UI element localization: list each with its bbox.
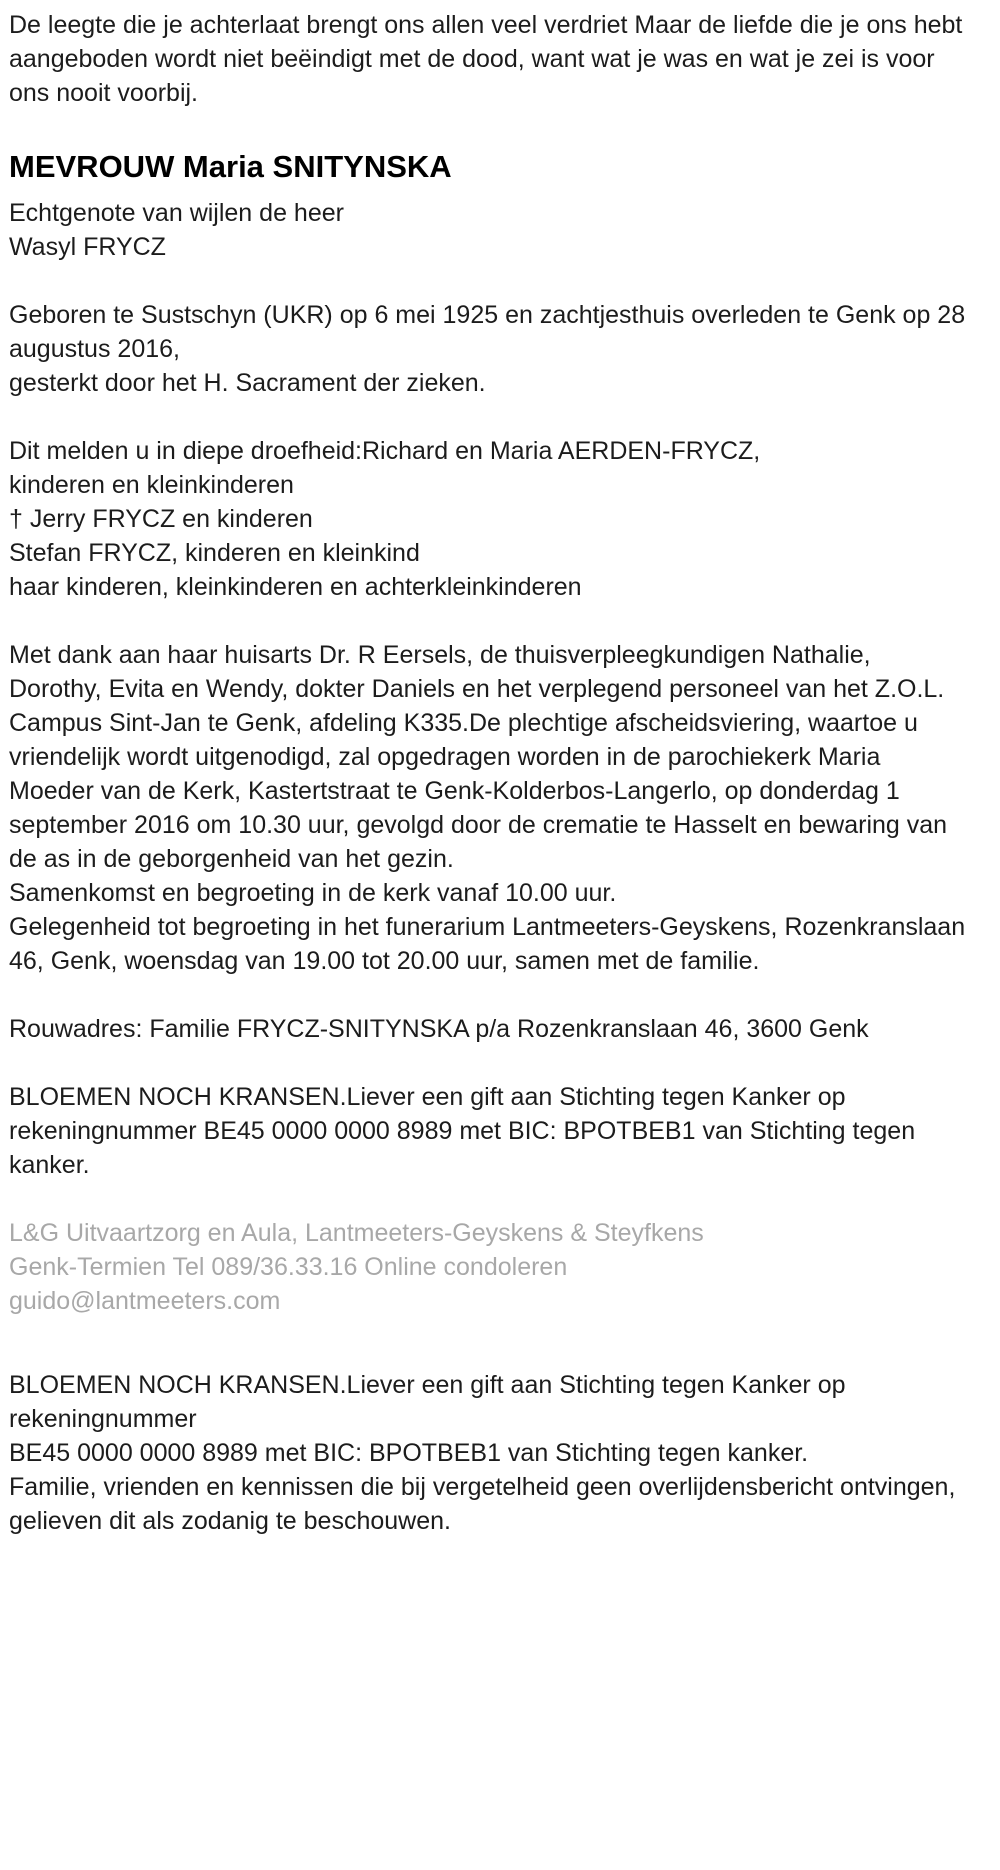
birth-death-line: gesterkt door het H. Sacrament der zieken. [9, 369, 486, 397]
mourning-address: Rouwadres: Familie FRYCZ-SNITYNSKA p/a Rozenkranslaan 46, 3600 Genk [9, 1015, 869, 1043]
birth-death-line: Geboren te Sustschyn (UKR) op 6 mei 1925 en zachtjesthuis overleden te Genk op 28 augustus 2016, [9, 301, 966, 363]
service-line: Gelegenheid tot begroeting in het funerarium Lantmeeters-Geyskens, Rozenkranslaan 46, Genk, woensdag van 19.00 tot 20.00 uur, samen met de familie. [9, 913, 966, 975]
closing-line: BLOEMEN NOCH KRANSEN.Liever een gift aan Stichting tegen Kanker op rekeningnummer [9, 1371, 846, 1433]
birth-death-paragraph [9, 298, 968, 400]
relation-block [9, 196, 968, 264]
relation-line: Wasyl FRYCZ [9, 233, 166, 261]
deceased-name-heading: MEVROUW Maria SNITYNSKA [9, 149, 452, 184]
donation-paragraph: BLOEMEN NOCH KRANSEN.Liever een gift aan Stichting tegen Kanker op rekeningnummer BE45 0000 0000 8989 met BIC: BPOTBEB1 van Stichting tegen kanker. [9, 1083, 916, 1179]
family-line: Stefan FRYCZ, kinderen en kleinkind [9, 539, 420, 567]
closing-paragraph [9, 1368, 968, 1538]
funeral-home-email: guido@lantmeeters.com [9, 1287, 281, 1315]
funeral-home-info [9, 1216, 968, 1318]
closing-line: BE45 0000 0000 8989 met BIC: BPOTBEB1 van Stichting tegen kanker. [9, 1439, 809, 1467]
family-line: Dit melden u in diepe droefheid:Richard en Maria AERDEN-FRYCZ, [9, 437, 761, 465]
service-paragraph [9, 638, 968, 978]
family-line: kinderen en kleinkinderen [9, 471, 294, 499]
closing-line: Familie, vrienden en kennissen die bij vergetelheid geen overlijdensbericht ontvingen, gelieven dit als zodanig te beschouwen. [9, 1473, 956, 1535]
funeral-home-line: Genk-Termien Tel 089/36.33.16 Online condoleren [9, 1253, 568, 1281]
funeral-home-line: L&G Uitvaartzorg en Aula, Lantmeeters-Geyskens & Steyfkens [9, 1219, 704, 1247]
service-line: Met dank aan haar huisarts Dr. R Eersels, de thuisverpleegkundigen Nathalie, Dorothy, Evita en Wendy, dokter Daniels en het verplegend personeel van het Z.O.L. Campus Sint-Jan te Genk, afdeling K335.De plechtige afscheidsviering, waartoe u vriendelijk wordt uitgenodigd, zal opgedragen worden in de parochiekerk Maria Moeder van de Kerk, Kastertstraat te Genk-Kolderbos-Langerlo, op donderdag 1 september 2016 om 10.30 uur, gevolgd door de crematie te Hasselt en bewaring van de as in de geborgenheid van het gezin. [9, 641, 948, 873]
family-line: haar kinderen, kleinkinderen en achterkleinkinderen [9, 573, 582, 601]
service-line: Samenkomst en begroeting in de kerk vanaf 10.00 uur. [9, 879, 617, 907]
family-line: † Jerry FRYCZ en kinderen [9, 505, 313, 533]
family-list [9, 434, 968, 604]
relation-line: Echtgenote van wijlen de heer [9, 199, 344, 227]
intro-paragraph: De leegte die je achterlaat brengt ons allen veel verdriet Maar de liefde die je ons hebt aangeboden wordt niet beëindigt met de dood, want wat je was en wat je zei is voor ons nooit voorbij. [9, 11, 963, 107]
